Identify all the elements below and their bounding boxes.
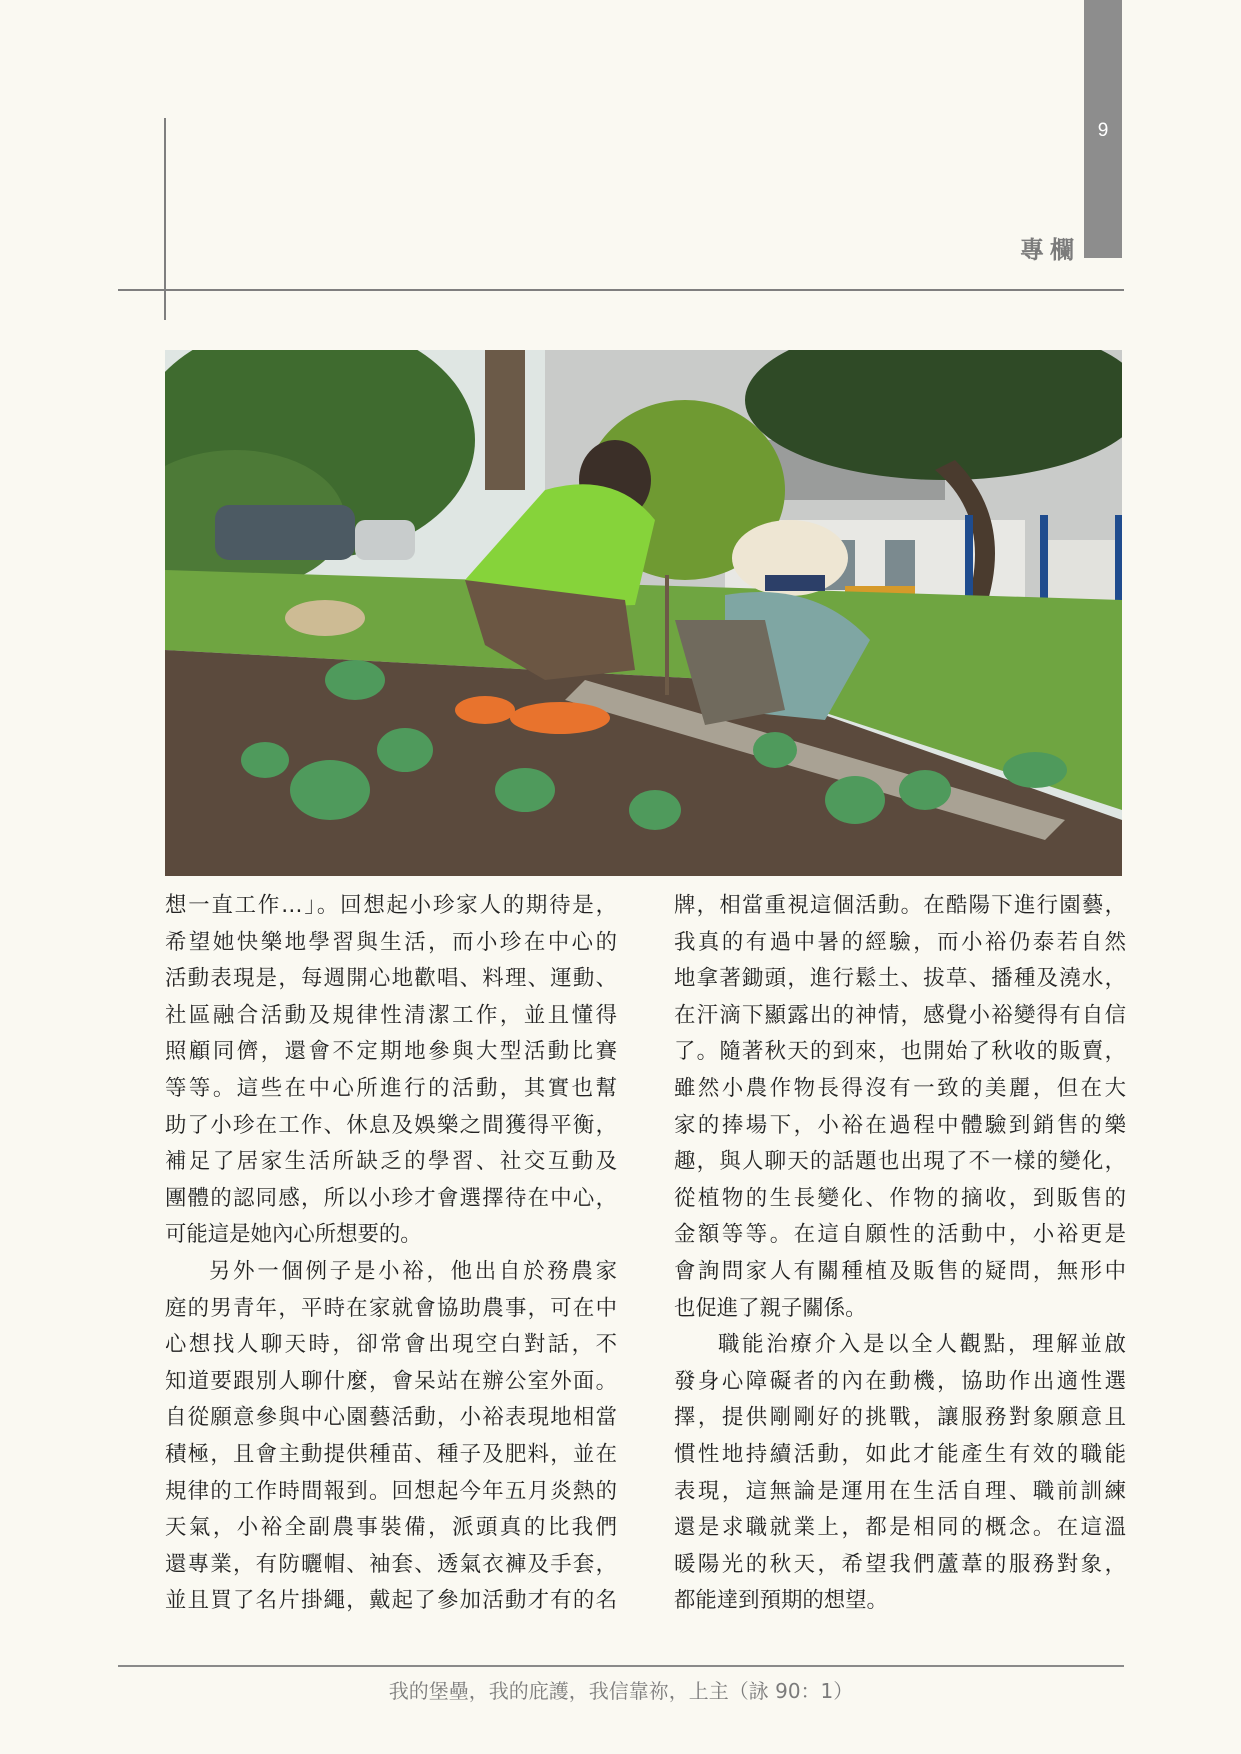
header-divider	[118, 289, 1124, 291]
paragraph-line: 擇，提供剛剛好的挑戰，讓服務對象願意且	[674, 1405, 1126, 1431]
paragraph-line: 在汗滴下顯露出的神情，感覺小裕變得有自信	[674, 1002, 1126, 1028]
paragraph-line: 團體的認同感，所以小珍才會選擇待在中心，	[165, 1185, 617, 1211]
paragraph-line: 表現，這無論是運用在生活自理、職前訓練	[674, 1478, 1126, 1504]
paragraph-line: 金額等等。在這自願性的活動中，小裕更是	[674, 1222, 1126, 1248]
paragraph-line: 趣，與人聊天的話題也出現了不一樣的變化，	[674, 1149, 1126, 1175]
paragraph-line: 從植物的生長變化、作物的摘收，到販售的	[674, 1185, 1126, 1211]
paragraph-line: 雖然小農作物長得沒有一致的美麗，但在大	[674, 1075, 1126, 1101]
paragraph-line: 助了小珍在工作、休息及娛樂之間獲得平衡，	[165, 1112, 617, 1138]
paragraph-line: 庭的男青年，平時在家就會協助農事，可在中	[165, 1295, 617, 1321]
article-right-column	[674, 888, 1126, 1620]
paragraph-line: 了。隨著秋天的到來，也開始了秋收的販賣，	[674, 1039, 1126, 1065]
paragraph-line: 地拿著鋤頭，進行鬆土、拔草、播種及澆水，	[674, 966, 1126, 992]
page-number: 9	[1097, 120, 1109, 141]
paragraph-line: 我真的有過中暑的經驗，而小裕仍泰若自然	[674, 929, 1126, 955]
paragraph-line: 還是求職就業上，都是相同的概念。在這溫	[674, 1515, 1126, 1541]
gardening-photo-illustration	[165, 350, 1122, 876]
paragraph-line: 發身心障礙者的內在動機，協助作出適性選	[674, 1368, 1126, 1394]
paragraph-line: 規律的工作時間報到。回想起今年五月炎熱的	[165, 1478, 617, 1504]
paragraph-line: 補足了居家生活所缺乏的學習、社交互動及	[165, 1149, 617, 1175]
paragraph-line: 想一直工作…」。回想起小珍家人的期待是，	[165, 893, 617, 918]
paragraph-line: 暖陽光的秋天，希望我們蘆葦的服務對象，	[674, 1551, 1126, 1577]
paragraph-line: 知道要跟別人聊什麼，會呆站在辦公室外面。	[165, 1368, 617, 1394]
paragraph-line: 自從願意參與中心園藝活動，小裕表現地相當	[165, 1405, 617, 1431]
paragraph-line: 天氣，小裕全副農事裝備，派頭真的比我們	[165, 1515, 617, 1541]
paragraph-line: 都能達到預期的想望。	[674, 1588, 888, 1614]
footer-divider	[118, 1665, 1124, 1667]
paragraph-line: 也促進了親子關係。	[674, 1295, 867, 1321]
paragraph-line: 牌，相當重視這個活動。在酷陽下進行園藝，	[674, 893, 1126, 918]
section-title: 專欄	[1020, 236, 1080, 264]
paragraph-line: 家的捧場下，小裕在過程中體驗到銷售的樂	[674, 1112, 1126, 1138]
paragraph-line: 活動表現是，每週開心地歡唱、料理、運動、	[165, 966, 617, 992]
paragraph-line: 心想找人聊天時，卻常會出現空白對話，不	[165, 1332, 617, 1358]
paragraph-line: 積極，且會主動提供種苗、種子及肥料，並在	[165, 1441, 617, 1467]
paragraph-line: 慣性地持續活動，如此才能產生有效的職能	[674, 1441, 1126, 1467]
article-left-column	[165, 888, 617, 1620]
paragraph-line: 另外一個例子是小裕，他出自於務農家	[209, 1258, 617, 1284]
paragraph-line: 等等。這些在中心所進行的活動，其實也幫	[165, 1075, 617, 1101]
paragraph-line: 職能治療介入是以全人觀點，理解並啟	[718, 1332, 1126, 1358]
paragraph-line: 希望她快樂地學習與生活，而小珍在中心的	[165, 929, 617, 955]
paragraph-line: 會詢問家人有關種植及販售的疑問，無形中	[674, 1258, 1126, 1284]
footer-verse: 我的堡壘，我的庇護，我信靠祢，上主（詠 90：1）	[388, 1679, 854, 1703]
gardening-photo	[165, 350, 1122, 876]
paragraph-line: 社區融合活動及規律性清潔工作，並且懂得	[165, 1002, 617, 1028]
paragraph-line: 還專業，有防曬帽、袖套、透氣衣褲及手套，	[165, 1551, 617, 1577]
paragraph-line: 照顧同儕，還會不定期地參與大型活動比賽	[165, 1039, 617, 1065]
paragraph-line: 並且買了名片掛繩，戴起了參加活動才有的名	[165, 1588, 617, 1614]
paragraph-line: 可能這是她內心所想要的。	[165, 1222, 422, 1248]
